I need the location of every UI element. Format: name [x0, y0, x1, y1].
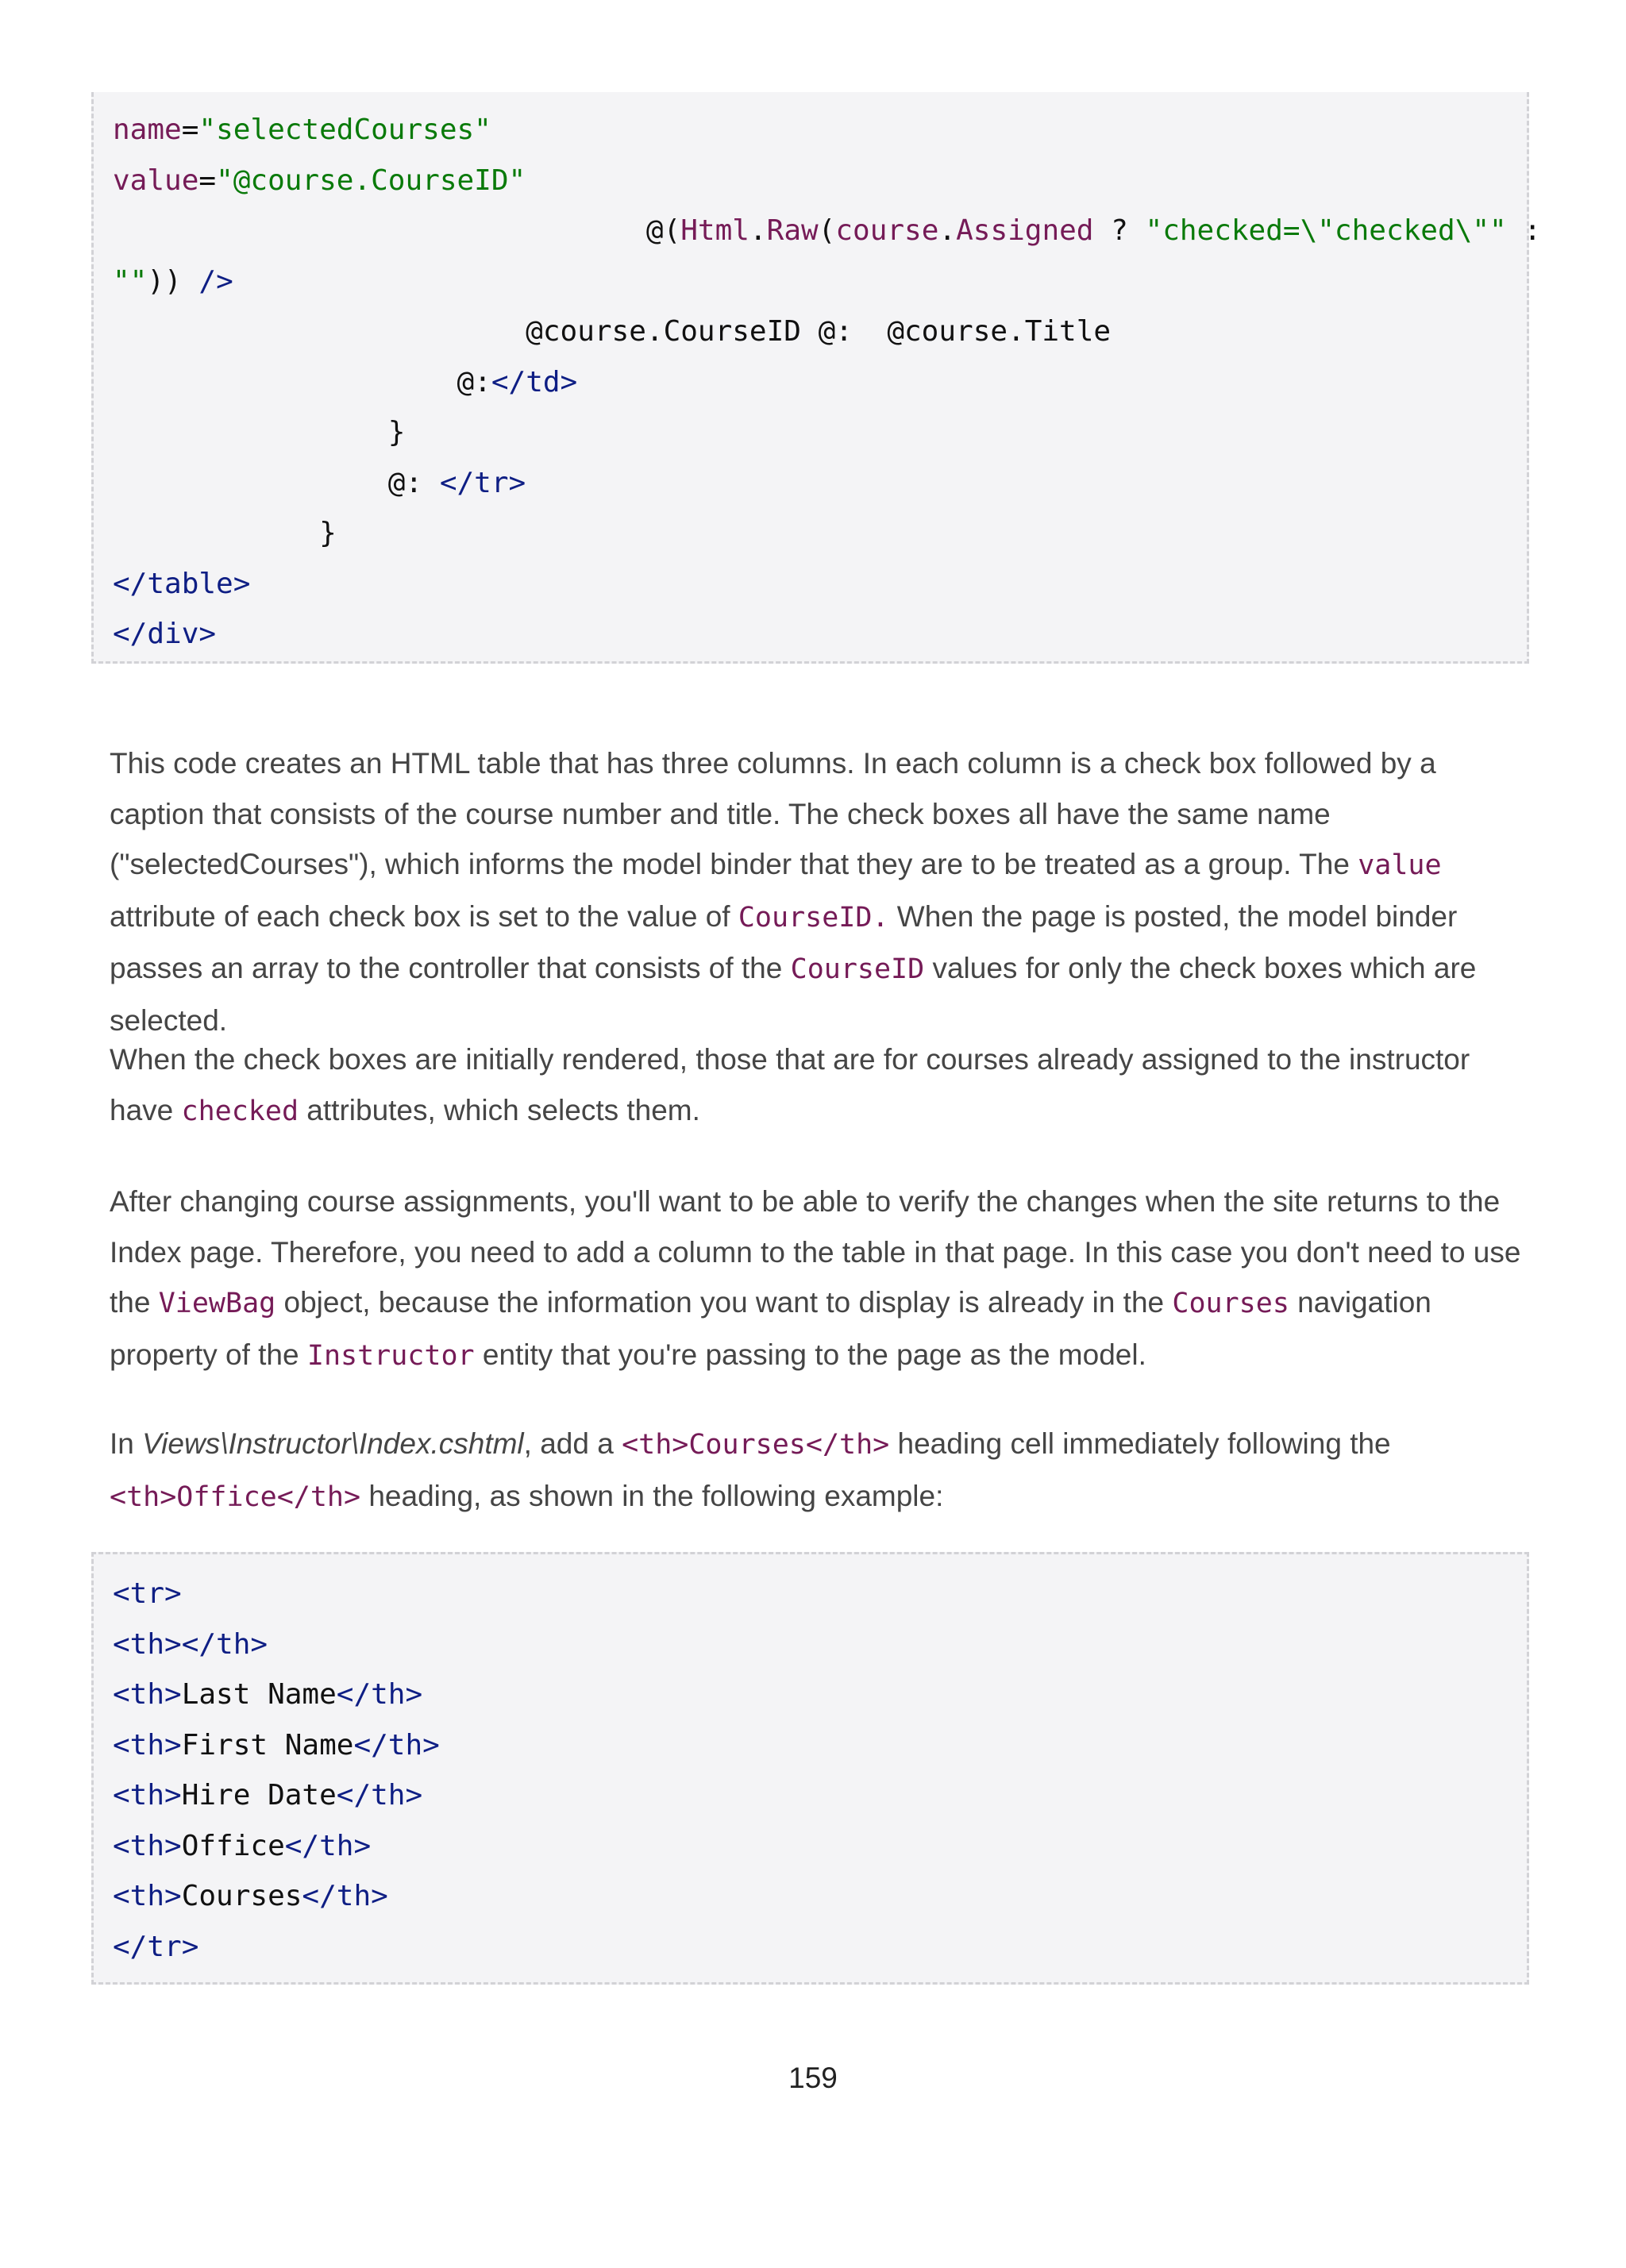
- paragraph-text: When the check boxes are initially rendered, those that are for courses already assigned to the instructor have: [110, 1043, 1470, 1126]
- code-line: [113, 256, 1508, 307]
- inline-code: CourseID.: [738, 901, 889, 934]
- code-line: [113, 1821, 1508, 1872]
- inline-code: CourseID: [790, 953, 925, 985]
- code-token: <th>: [113, 1678, 182, 1711]
- paragraph-text: navigation property of the: [110, 1286, 1431, 1371]
- code-token: </th>: [353, 1728, 440, 1762]
- code-token: <th>: [113, 1779, 182, 1812]
- code-token: "@course.CourseID": [216, 164, 526, 197]
- code-token: Assigned: [956, 214, 1094, 247]
- code-token: <th>: [113, 1829, 182, 1862]
- code-token: .: [938, 214, 957, 247]
- code-line: [113, 1569, 1508, 1619]
- code-token: </table>: [113, 567, 251, 600]
- code-token: [113, 366, 457, 399]
- code-line: [113, 306, 1508, 357]
- code-token: }: [113, 416, 406, 449]
- code-token: </div>: [113, 618, 217, 650]
- inline-code: ViewBag: [158, 1288, 276, 1319]
- code-token: @:: [457, 365, 491, 399]
- code-line: [113, 1619, 1508, 1670]
- code-line: [113, 508, 1508, 559]
- paragraph-text: , add a: [523, 1427, 622, 1460]
- code-token: Hire Date: [181, 1779, 337, 1812]
- code-line: [113, 105, 1508, 156]
- code-token: course: [835, 214, 939, 247]
- code-token: "selectedCourses": [198, 114, 491, 146]
- code-token: @(: [645, 214, 681, 247]
- paragraph-text: heading cell immediately following the: [889, 1427, 1391, 1460]
- inline-code: value: [1358, 849, 1442, 881]
- inline-code: checked: [181, 1095, 299, 1127]
- code-token: ?: [1093, 214, 1146, 247]
- code-line: [113, 458, 1508, 509]
- code-line: [113, 407, 1508, 458]
- code-token: <th>: [113, 1728, 182, 1762]
- page-number: 159: [788, 2062, 838, 2094]
- code-token: </th>: [302, 1880, 388, 1912]
- code-token: Raw: [766, 214, 819, 247]
- code-token: =: [181, 114, 199, 146]
- code-token: />: [198, 264, 233, 298]
- code-line: [113, 357, 1508, 408]
- code-token: value: [113, 164, 199, 197]
- paragraph-index-page-column: [110, 1176, 1523, 1381]
- code-token: }: [113, 517, 337, 549]
- code-token: </th>: [336, 1678, 423, 1711]
- code-token: =: [198, 164, 217, 197]
- code-line: [113, 559, 1508, 610]
- paragraph-text: entity that you're passing to the page as the model.: [474, 1338, 1146, 1371]
- inline-code: Courses: [1172, 1288, 1289, 1319]
- code-block-razor-checkboxes: [91, 92, 1542, 664]
- code-token: </th>: [181, 1627, 268, 1661]
- inline-code: <th>Office</th>: [110, 1481, 361, 1513]
- code-line: [113, 206, 1542, 256]
- code-token: <th>: [113, 1880, 182, 1912]
- code-line: [113, 1720, 1508, 1771]
- paragraph-checked-attributes: [110, 1034, 1523, 1137]
- code-token: name: [113, 114, 182, 146]
- code-token: :: [1506, 214, 1542, 247]
- code-token: </tr>: [439, 466, 526, 499]
- code-line: [113, 1922, 1508, 1973]
- code-token: "checked=\"checked\"": [1145, 214, 1507, 247]
- code-line: [113, 1871, 1508, 1922]
- code-line: [113, 156, 1508, 206]
- paragraph-text: attributes, which selects them.: [299, 1093, 700, 1126]
- code-token: Office: [181, 1829, 285, 1862]
- paragraph-text: When the page is posted, the model binder passes an array to the controller that consists of the: [110, 899, 1458, 984]
- code-token: <th>: [113, 1627, 182, 1661]
- code-token: </td>: [491, 365, 578, 399]
- paragraph-text: After changing course assignments, you'll want to be able to verify the changes when the site returns to the Index page. Therefore, you need to add a column to the table in that page. In this case you don't need to use the: [110, 1185, 1521, 1319]
- paragraph-text: attribute of each check box is set to the value of: [110, 899, 738, 933]
- code-token: "": [113, 264, 148, 298]
- code-token: <tr>: [113, 1577, 182, 1610]
- code-token: </th>: [336, 1779, 423, 1812]
- paragraph-text: values for only the check boxes which are selected.: [110, 952, 1477, 1037]
- code-token: @:: [387, 466, 440, 499]
- code-token: (: [818, 214, 836, 247]
- code-line: [113, 609, 1508, 660]
- paragraph-text: heading, as shown in the following example:: [360, 1479, 944, 1512]
- code-token: @course.CourseID @: @course.Title: [113, 315, 1112, 348]
- paragraph-text: In: [110, 1427, 143, 1460]
- code-token: Last Name: [181, 1678, 337, 1711]
- code-token: Courses: [181, 1880, 302, 1912]
- code-token: .: [749, 214, 767, 247]
- code-token: [113, 214, 646, 247]
- paragraph-add-heading-instruction: [110, 1419, 1523, 1523]
- file-path: Views\Instructor\Index.cshtml: [142, 1427, 524, 1460]
- code-token: )): [147, 264, 199, 298]
- code-line: [113, 1669, 1508, 1720]
- code-token: Html: [680, 214, 749, 247]
- code-token: [113, 467, 388, 499]
- code-block-table-headings: [91, 1552, 1529, 1985]
- paragraph-text: object, because the information you want to display is already in the: [275, 1286, 1173, 1319]
- code-token: </tr>: [113, 1930, 199, 1963]
- code-token: </th>: [284, 1829, 372, 1862]
- inline-code: Instructor: [306, 1339, 475, 1372]
- code-line: [113, 1770, 1508, 1821]
- code-token: First Name: [181, 1728, 354, 1762]
- paragraph-text: This code creates an HTML table that has three columns. In each column is a check box followed by a caption that consists of the course number and title. The check boxes all have the same name ("selectedCourses"), which informs the model binder that they are to be treated as a group. The: [110, 747, 1436, 880]
- paragraph-checkbox-table-explanation: [110, 738, 1523, 1045]
- inline-code: <th>Courses</th>: [622, 1429, 890, 1461]
